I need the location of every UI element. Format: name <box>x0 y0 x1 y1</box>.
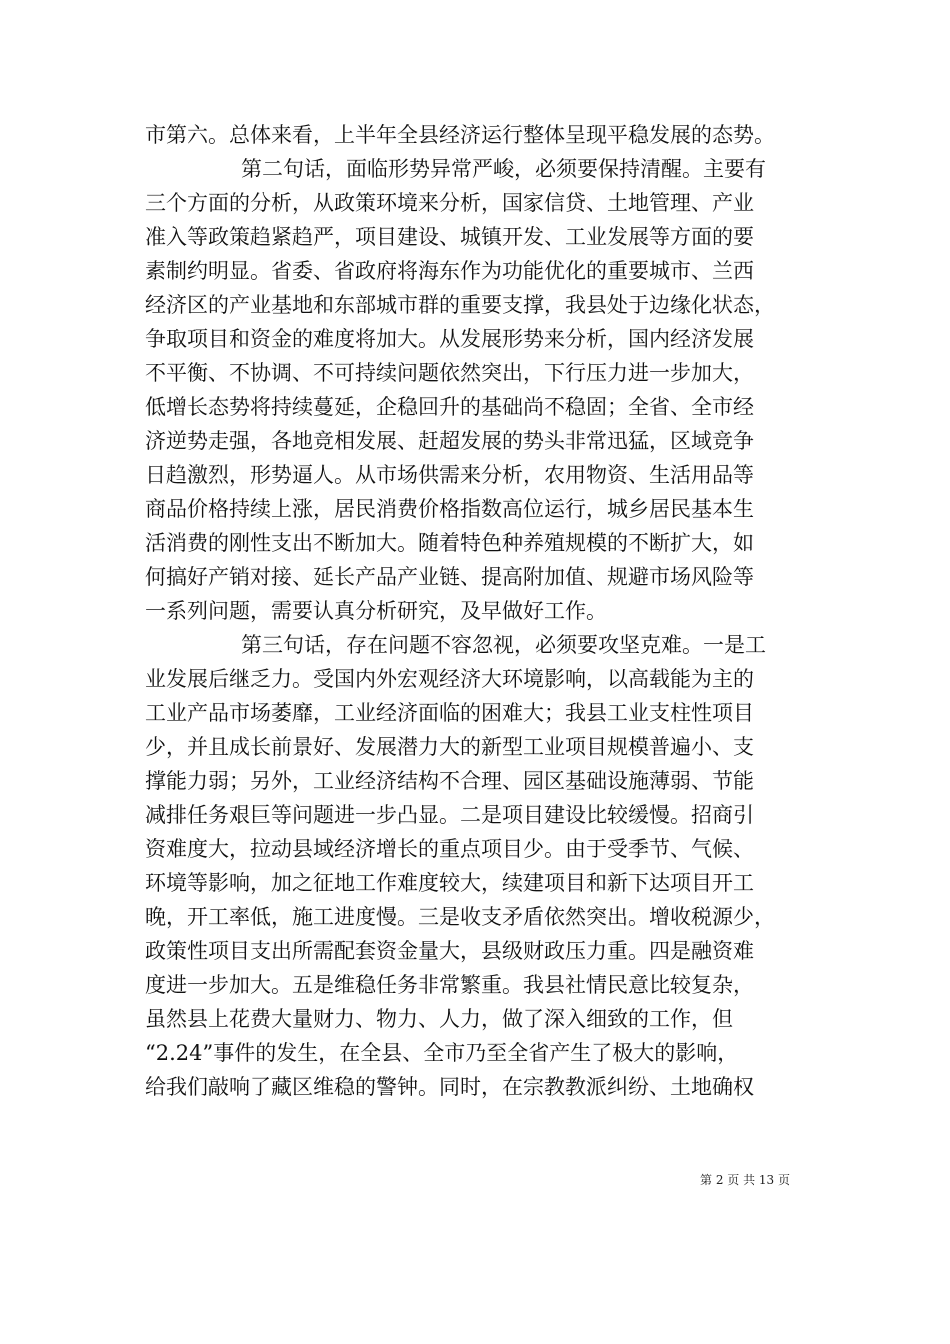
text-line: 准入等政策趋紧趋严，项目建设、城镇开发、工业发展等方面的要 <box>145 225 754 249</box>
document-body <box>145 118 805 1104</box>
text-line: 撑能力弱；另外，工业经济结构不合理、园区基础设施薄弱、节能 <box>145 769 754 793</box>
text-line: 日趋激烈，形势逼人。从市场供需来分析，农用物资、生活用品等 <box>145 463 754 487</box>
text-line: 减排任务艰巨等问题进一步凸显。二是项目建设比较缓慢。招商引 <box>145 803 754 827</box>
text-line: 商品价格持续上涨，居民消费价格指数高位运行，城乡居民基本生 <box>145 497 754 521</box>
paragraph-start-line: 第二句话，面临形势异常严峻，必须要保持清醒。主要有 <box>241 157 766 181</box>
text-line: “2.24”事件的发生，在全县、全市乃至全省产生了极大的影响， <box>145 1041 739 1065</box>
text-line: 业发展后继乏力。受国内外宏观经济大环境影响，以高载能为主的 <box>145 667 754 691</box>
text-line: 少，并且成长前景好、发展潜力大的新型工业项目规模普遍小、支 <box>145 735 754 759</box>
text-line: 一系列问题，需要认真分析研究，及早做好工作。 <box>145 599 607 623</box>
text-line: 资难度大，拉动县域经济增长的重点项目少。由于受季节、气候、 <box>145 837 754 861</box>
text-line: 给我们敲响了藏区维稳的警钟。同时，在宗教教派纠纷、土地确权 <box>145 1075 754 1099</box>
text-line: 何搞好产销对接、延长产品产业链、提高附加值、规避市场风险等 <box>145 565 754 589</box>
text-line: 低增长态势将持续蔓延，企稳回升的基础尚不稳固；全省、全市经 <box>145 395 754 419</box>
text-line: 度进一步加大。五是维稳任务非常繁重。我县社情民意比较复杂， <box>145 973 754 997</box>
text-line: 环境等影响，加之征地工作难度较大，续建项目和新下达项目开工 <box>145 871 754 895</box>
text-line: 争取项目和资金的难度将加大。从发展形势来分析，国内经济发展 <box>145 327 754 351</box>
text-line: 素制约明显。省委、省政府将海东作为功能优化的重要城市、兰西 <box>145 259 754 283</box>
page-number-footer: 第 2 页 共 13 页 <box>700 1173 790 1187</box>
text-line: 政策性项目支出所需配套资金量大，县级财政压力重。四是融资难 <box>145 939 754 963</box>
text-line: 济逆势走强，各地竞相发展、赶超发展的势头非常迅猛，区域竞争 <box>145 429 754 453</box>
text-line: 活消费的刚性支出不断加大。随着特色种养殖规模的不断扩大，如 <box>145 531 754 555</box>
text-line: 市第六。总体来看，上半年全县经济运行整体呈现平稳发展的态势。 <box>145 123 775 147</box>
text-line: 工业产品市场萎靡，工业经济面临的困难大；我县工业支柱性项目 <box>145 701 754 725</box>
text-line: 虽然县上花费大量财力、物力、人力，做了深入细致的工作，但 <box>145 1007 733 1031</box>
text-line: 三个方面的分析，从政策环境来分析，国家信贷、土地管理、产业 <box>145 191 754 215</box>
text-line: 经济区的产业基地和东部城市群的重要支撑，我县处于边缘化状态， <box>145 293 775 317</box>
text-line: 不平衡、不协调、不可持续问题依然突出，下行压力进一步加大， <box>145 361 754 385</box>
paragraph-start-line: 第三句话，存在问题不容忽视，必须要攻坚克难。一是工 <box>241 633 766 657</box>
text-line: 晚，开工率低，施工进度慢。三是收支矛盾依然突出。增收税源少， <box>145 905 775 929</box>
